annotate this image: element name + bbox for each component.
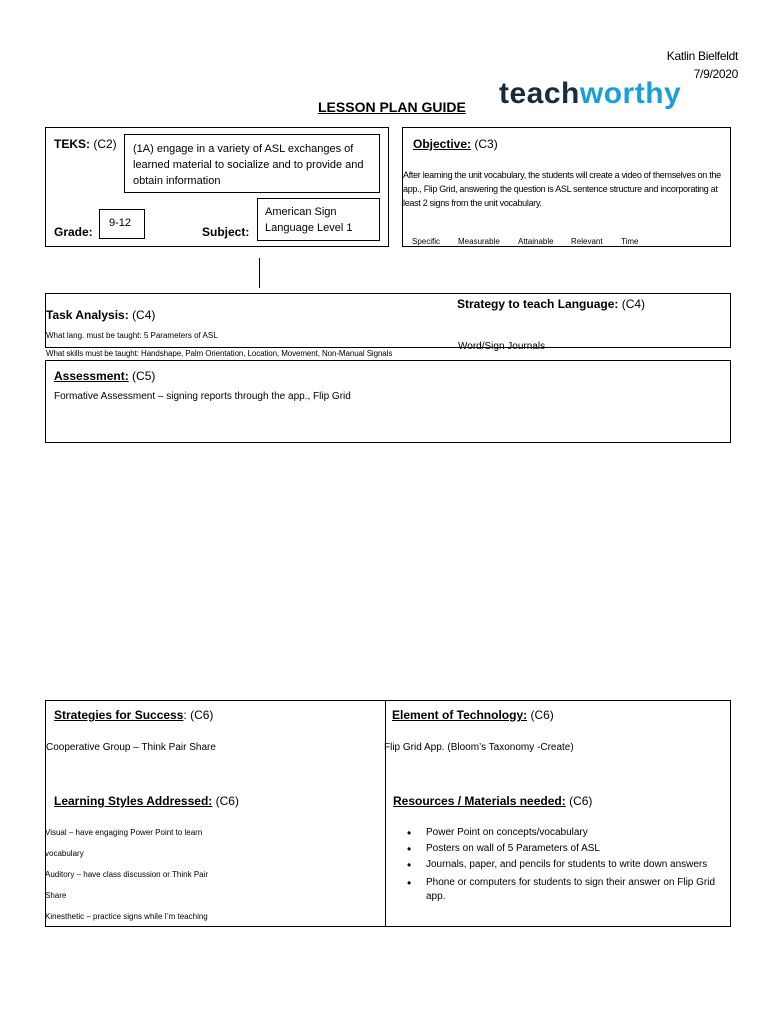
objective-heading <box>413 137 498 151</box>
technology-text: Flip Grid App. (Bloom’s Taxonomy -Create) <box>384 742 574 753</box>
learning-styles-label: Learning Styles Addressed: <box>54 794 213 808</box>
subject-value: American Sign Language Level 1 <box>265 206 353 234</box>
subject-value-box <box>257 198 380 241</box>
objective-label: Objective: <box>413 137 472 151</box>
grade-value: 9-12 <box>109 217 132 229</box>
resource-item: • Power Point on concepts/vocabulary <box>395 826 725 840</box>
strategy-heading <box>457 297 645 311</box>
objective-code: (C3) <box>474 137 498 151</box>
learning-styles-code: (C6) <box>215 794 239 808</box>
success-text: Cooperative Group – Think Pair Share <box>46 742 216 753</box>
strategy-text: Word/Sign Journals <box>458 341 546 352</box>
smart-time: Time <box>621 237 639 246</box>
table-divider <box>385 701 386 926</box>
teks-text-box <box>124 134 380 193</box>
resources-code: (C6) <box>569 794 593 808</box>
resource-item: • Phone or computers for students to sign their answer on Flip Grid app. <box>395 876 725 904</box>
success-heading <box>54 708 213 722</box>
success-label: Strategies for Success <box>54 708 184 722</box>
resource-item: • Posters on wall of 5 Parameters of ASL <box>395 842 725 856</box>
assessment-code: (C5) <box>132 369 156 383</box>
smart-measurable: Measurable <box>458 237 500 246</box>
task-analysis-heading <box>46 308 155 322</box>
learning-style-line: Auditory – have class discussion or Think Pair <box>45 870 209 879</box>
assessment-section <box>45 360 731 443</box>
smart-specific: Specific <box>412 237 441 246</box>
success-code: : (C6) <box>183 708 214 722</box>
assessment-text: Formative Assessment – signing reports through the app., Flip Grid <box>54 391 351 402</box>
smart-attainable: Attainable <box>518 237 554 246</box>
learning-styles-heading <box>54 794 239 808</box>
technology-heading <box>392 708 554 722</box>
learning-styles-list <box>45 822 208 927</box>
author-name: Katlin Bielfeldt <box>666 49 738 63</box>
learning-style-line: Kinesthetic – practice signs while I’m teaching <box>45 912 208 921</box>
document-date: 7/9/2020 <box>693 67 738 81</box>
learning-style-line: Share <box>45 891 67 900</box>
teks-heading <box>54 137 117 151</box>
technology-label: Element of Technology: <box>392 708 528 722</box>
assessment-label: Assessment: <box>54 369 129 383</box>
strategy-label: Strategy to teach Language: <box>457 297 619 311</box>
strategy-code: (C4) <box>621 297 646 311</box>
learning-style-line: Visual – have engaging Power Point to learn <box>45 828 203 837</box>
resources-list <box>395 826 725 906</box>
task-analysis-label: Task Analysis: <box>46 308 129 322</box>
resources-label: Resources / Materials needed: <box>393 794 566 808</box>
smart-relevant: Relevant <box>571 237 603 246</box>
objective-section <box>402 127 731 247</box>
task-analysis-language: What lang. must be taught: 5 Parameters of ASL <box>46 331 218 340</box>
resource-item: • Journals, paper, and pencils for students to write down answers <box>395 858 725 872</box>
teachworthy-logo <box>499 76 681 112</box>
grade-label: Grade: <box>54 225 93 239</box>
grade-value-box <box>99 209 145 239</box>
learning-style-line: vocabulary <box>45 849 84 858</box>
logo-teach: teach <box>499 77 580 110</box>
task-analysis-skills: What skills must be taught: Handshape, Palm Orientation, Location, Movement, Non-Manual Signals <box>46 349 393 358</box>
teks-section <box>45 127 389 247</box>
connector-line <box>259 258 260 288</box>
technology-code: (C6) <box>530 708 554 722</box>
task-analysis-code: (C4) <box>132 308 156 322</box>
assessment-heading <box>54 369 155 383</box>
teks-code: (C2) <box>93 137 117 151</box>
teks-text: (1A) engage in a variety of ASL exchanges of learned material to socialize and to provide and obtain information <box>133 143 364 187</box>
logo-worthy: worthy <box>579 77 682 110</box>
subject-label: Subject: <box>202 225 250 239</box>
objective-text: After learning the unit vocabulary, the students will create a video of themselves on the app., Flip Grid, answering the question is ASL sentence structure and incorporating at least 2 signs from the unit vocabulary. <box>403 170 721 208</box>
page-title: LESSON PLAN GUIDE <box>318 99 466 115</box>
teks-label: TEKS: <box>54 137 90 151</box>
resources-heading <box>393 794 592 808</box>
